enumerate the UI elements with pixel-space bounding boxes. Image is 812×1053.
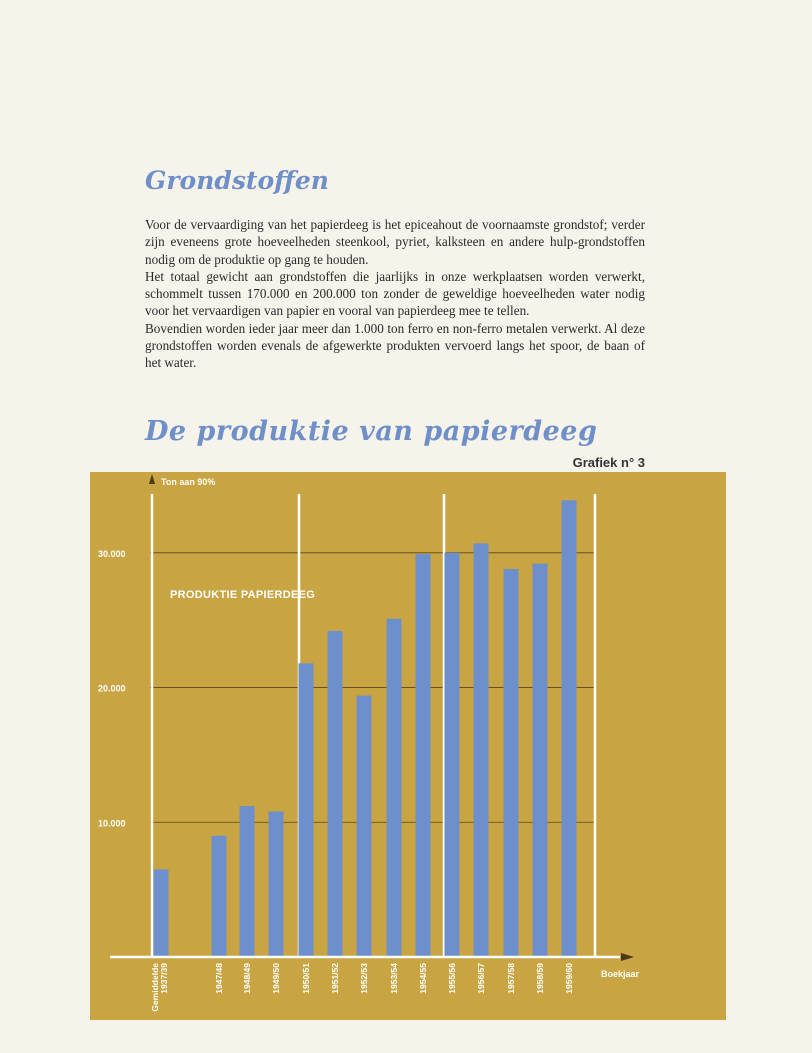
x-tick-label: 1949/50	[271, 963, 281, 994]
bar	[416, 554, 431, 957]
bar	[154, 869, 169, 957]
bar	[474, 543, 489, 957]
bar	[269, 812, 284, 958]
paragraph: Bovendien worden ieder jaar meer dan 1.000 ton ferro en non-ferro metalen verwerkt. Al deze grondstoffen worden evenals de afgewerkte produkten vervoerd langs het spoor, de baan of het water.	[145, 320, 645, 371]
section-title-grondstoffen: Grondstoffen	[145, 166, 329, 195]
body-text	[145, 216, 645, 372]
bar	[562, 500, 577, 957]
paragraph: Het totaal gewicht aan grondstoffen die jaarlijks in onze werkplaatsen worden verwerkt, schommelt tussen 170.000 en 200.000 ton zonder de geweldige hoeveelheden water nodig voor het vervaardigen van papier en vooral van papierdeeg mee te tellen.	[145, 268, 645, 319]
y-tick-label: 20.000	[98, 683, 126, 694]
x-tick-label: 1948/49	[242, 963, 252, 994]
x-tick-label: 1954/55	[418, 963, 428, 994]
bar	[357, 696, 372, 957]
bar	[212, 836, 227, 957]
x-tick-label: 1957/58	[506, 963, 516, 994]
x-tick-label: 1952/53	[359, 963, 369, 994]
graph-label: Grafiek n° 3	[572, 455, 645, 470]
bar-chart	[90, 472, 726, 1020]
bar	[240, 806, 255, 957]
bar	[504, 569, 519, 957]
x-tick-label: 1956/57	[476, 963, 486, 994]
section-title-produktie: De produktie van papierdeeg	[145, 416, 598, 447]
y-axis-label: Ton aan 90%	[161, 477, 216, 487]
paragraph: Voor de vervaardiging van het papierdeeg is het epiceahout de voornaamste grondstof; verder zijn eveneens grote hoeveelheden steenkool, pyriet, kalksteen en andere hulp-grondstoffen nodig om de produktie op gang te houden.	[145, 217, 645, 267]
x-tick-label: 1950/51	[301, 963, 311, 994]
y-tick-label: 30.000	[98, 548, 126, 559]
chart-background	[90, 472, 726, 1020]
x-tick-label: 1953/54	[389, 963, 399, 994]
x-tick-label: 1947/48	[214, 963, 224, 994]
y-tick-label: 10.000	[98, 818, 126, 829]
bar	[299, 663, 314, 957]
x-tick-label: 1937/39	[159, 963, 169, 994]
x-tick-label: 1958/59	[535, 963, 545, 994]
bar	[387, 619, 402, 957]
bar	[533, 564, 548, 957]
x-tick-label: 1955/56	[447, 963, 457, 994]
bar	[328, 631, 343, 957]
x-axis-label: Boekjaar	[601, 969, 640, 979]
x-tick-label: 1951/52	[330, 963, 340, 994]
bar	[445, 553, 460, 957]
x-tick-label: 1959/60	[564, 963, 574, 994]
chart-title: PRODUKTIE PAPIERDEEG	[170, 589, 316, 601]
x-tick-label: Gemiddelde	[150, 963, 160, 1012]
